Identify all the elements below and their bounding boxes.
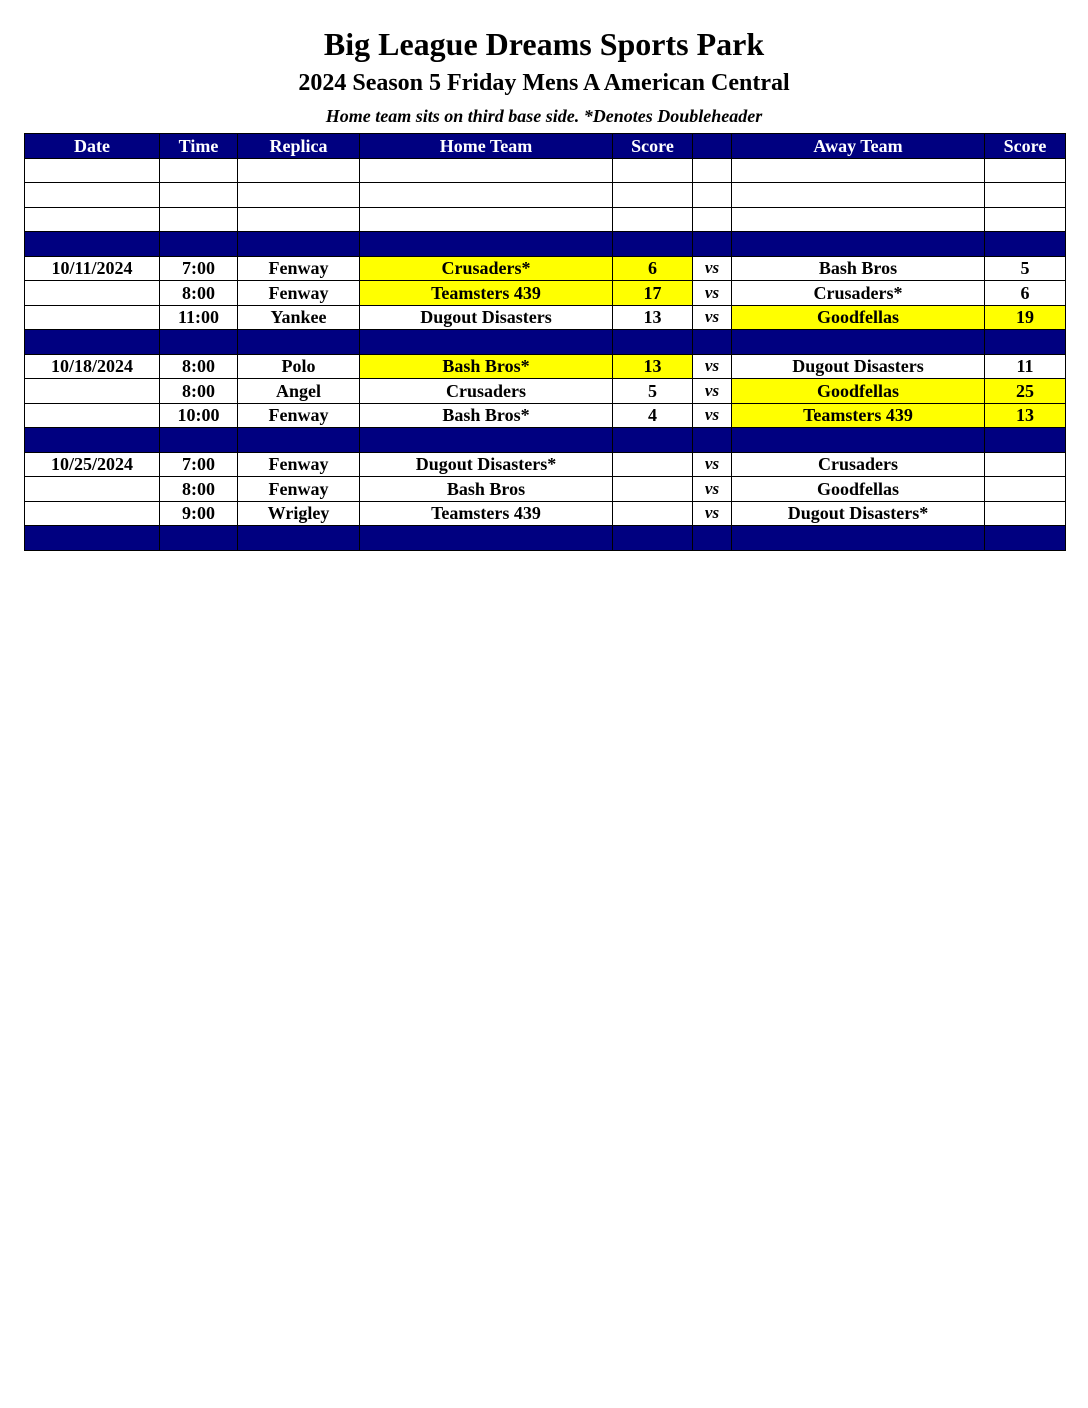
vs-cell: vs bbox=[693, 501, 732, 526]
away-score-cell bbox=[985, 330, 1066, 355]
replica-cell bbox=[238, 428, 360, 453]
home-score-cell: 13 bbox=[613, 305, 693, 330]
col-header-date: Date bbox=[25, 134, 160, 159]
time-cell bbox=[160, 158, 238, 183]
time-cell bbox=[160, 183, 238, 208]
date-cell bbox=[25, 183, 160, 208]
replica-cell: Wrigley bbox=[238, 501, 360, 526]
date-cell: 10/25/2024 bbox=[25, 452, 160, 477]
away-score-cell bbox=[985, 501, 1066, 526]
date-cell bbox=[25, 428, 160, 453]
col-header-away-score: Score bbox=[985, 134, 1066, 159]
home-score-cell bbox=[613, 477, 693, 502]
vs-cell: vs bbox=[693, 477, 732, 502]
away-score-cell bbox=[985, 232, 1066, 257]
replica-cell bbox=[238, 232, 360, 257]
col-header-vs bbox=[693, 134, 732, 159]
home-score-cell: 6 bbox=[613, 256, 693, 281]
home-team-cell bbox=[360, 183, 613, 208]
away-score-cell: 5 bbox=[985, 256, 1066, 281]
time-cell: 9:00 bbox=[160, 501, 238, 526]
vs-cell bbox=[693, 232, 732, 257]
vs-cell: vs bbox=[693, 305, 732, 330]
away-team-cell bbox=[732, 183, 985, 208]
time-cell bbox=[160, 428, 238, 453]
replica-cell: Fenway bbox=[238, 452, 360, 477]
away-score-cell: 25 bbox=[985, 379, 1066, 404]
table-row bbox=[25, 256, 1066, 281]
date-cell bbox=[25, 379, 160, 404]
time-cell bbox=[160, 330, 238, 355]
home-team-cell: Bash Bros* bbox=[360, 403, 613, 428]
home-team-cell: Bash Bros* bbox=[360, 354, 613, 379]
away-score-cell bbox=[985, 452, 1066, 477]
away-team-cell bbox=[732, 526, 985, 551]
home-score-cell bbox=[613, 183, 693, 208]
home-team-cell: Teamsters 439 bbox=[360, 281, 613, 306]
table-row bbox=[25, 452, 1066, 477]
away-team-cell bbox=[732, 330, 985, 355]
away-team-cell bbox=[732, 207, 985, 232]
vs-cell bbox=[693, 183, 732, 208]
away-score-cell: 11 bbox=[985, 354, 1066, 379]
home-score-cell: 13 bbox=[613, 354, 693, 379]
away-score-cell bbox=[985, 526, 1066, 551]
vs-cell bbox=[693, 158, 732, 183]
table-row bbox=[25, 354, 1066, 379]
home-score-cell bbox=[613, 452, 693, 477]
away-team-cell bbox=[732, 158, 985, 183]
away-team-cell: Crusaders* bbox=[732, 281, 985, 306]
replica-cell: Polo bbox=[238, 354, 360, 379]
home-score-cell: 4 bbox=[613, 403, 693, 428]
time-cell: 8:00 bbox=[160, 281, 238, 306]
replica-cell bbox=[238, 158, 360, 183]
home-score-cell bbox=[613, 526, 693, 551]
replica-cell: Fenway bbox=[238, 281, 360, 306]
table-header-row bbox=[25, 134, 1066, 159]
home-team-cell bbox=[360, 232, 613, 257]
away-team-cell bbox=[732, 232, 985, 257]
away-team-cell: Dugout Disasters* bbox=[732, 501, 985, 526]
replica-cell bbox=[238, 526, 360, 551]
separator-row bbox=[25, 232, 1066, 257]
home-team-cell: Teamsters 439 bbox=[360, 501, 613, 526]
replica-cell bbox=[238, 183, 360, 208]
date-cell bbox=[25, 158, 160, 183]
time-cell: 8:00 bbox=[160, 354, 238, 379]
separator-row bbox=[25, 330, 1066, 355]
date-cell bbox=[25, 403, 160, 428]
home-score-cell: 17 bbox=[613, 281, 693, 306]
replica-cell: Yankee bbox=[238, 305, 360, 330]
time-cell: 8:00 bbox=[160, 379, 238, 404]
date-cell bbox=[25, 281, 160, 306]
col-header-home-score: Score bbox=[613, 134, 693, 159]
col-header-away-team: Away Team bbox=[732, 134, 985, 159]
date-cell: 10/11/2024 bbox=[25, 256, 160, 281]
home-team-cell: Crusaders* bbox=[360, 256, 613, 281]
home-team-cell: Dugout Disasters* bbox=[360, 452, 613, 477]
home-team-cell bbox=[360, 158, 613, 183]
table-row bbox=[25, 403, 1066, 428]
home-team-cell: Dugout Disasters bbox=[360, 305, 613, 330]
vs-cell: vs bbox=[693, 403, 732, 428]
vs-cell: vs bbox=[693, 379, 732, 404]
table-row bbox=[25, 379, 1066, 404]
away-team-cell: Goodfellas bbox=[732, 305, 985, 330]
vs-cell bbox=[693, 330, 732, 355]
date-cell: 10/18/2024 bbox=[25, 354, 160, 379]
schedule-body bbox=[25, 158, 1066, 550]
date-cell bbox=[25, 501, 160, 526]
vs-cell bbox=[693, 428, 732, 453]
separator-row bbox=[25, 428, 1066, 453]
away-score-cell: 6 bbox=[985, 281, 1066, 306]
home-team-cell: Crusaders bbox=[360, 379, 613, 404]
replica-cell: Fenway bbox=[238, 477, 360, 502]
home-score-cell: 5 bbox=[613, 379, 693, 404]
blank-row bbox=[25, 158, 1066, 183]
separator-row bbox=[25, 526, 1066, 551]
vs-cell: vs bbox=[693, 256, 732, 281]
away-score-cell bbox=[985, 158, 1066, 183]
date-cell bbox=[25, 330, 160, 355]
home-score-cell bbox=[613, 158, 693, 183]
home-score-cell bbox=[613, 232, 693, 257]
away-team-cell bbox=[732, 428, 985, 453]
date-cell bbox=[25, 232, 160, 257]
away-team-cell: Goodfellas bbox=[732, 379, 985, 404]
time-cell bbox=[160, 526, 238, 551]
away-team-cell: Crusaders bbox=[732, 452, 985, 477]
vs-cell: vs bbox=[693, 281, 732, 306]
replica-cell: Fenway bbox=[238, 403, 360, 428]
home-score-cell bbox=[613, 428, 693, 453]
away-team-cell: Teamsters 439 bbox=[732, 403, 985, 428]
vs-cell bbox=[693, 526, 732, 551]
col-header-time: Time bbox=[160, 134, 238, 159]
schedule-table bbox=[24, 133, 1066, 551]
away-score-cell bbox=[985, 207, 1066, 232]
home-score-cell bbox=[613, 330, 693, 355]
time-cell: 8:00 bbox=[160, 477, 238, 502]
table-row bbox=[25, 501, 1066, 526]
date-cell bbox=[25, 526, 160, 551]
home-team-cell bbox=[360, 526, 613, 551]
home-team-cell: Bash Bros bbox=[360, 477, 613, 502]
away-score-cell bbox=[985, 183, 1066, 208]
home-team-cell bbox=[360, 330, 613, 355]
vs-cell bbox=[693, 207, 732, 232]
away-score-cell: 19 bbox=[985, 305, 1066, 330]
table-row bbox=[25, 305, 1066, 330]
date-cell bbox=[25, 477, 160, 502]
time-cell: 7:00 bbox=[160, 256, 238, 281]
time-cell: 7:00 bbox=[160, 452, 238, 477]
date-cell bbox=[25, 207, 160, 232]
away-team-cell: Dugout Disasters bbox=[732, 354, 985, 379]
time-cell: 11:00 bbox=[160, 305, 238, 330]
replica-cell: Fenway bbox=[238, 256, 360, 281]
page-title: Big League Dreams Sports Park bbox=[323, 26, 765, 62]
time-cell: 10:00 bbox=[160, 403, 238, 428]
home-score-cell bbox=[613, 207, 693, 232]
time-cell bbox=[160, 232, 238, 257]
home-score-cell bbox=[613, 501, 693, 526]
vs-cell: vs bbox=[693, 354, 732, 379]
home-team-cell bbox=[360, 428, 613, 453]
schedule-note: Home team sits on third base side. *Denotes Doubleheader bbox=[325, 106, 763, 126]
away-score-cell bbox=[985, 477, 1066, 502]
away-team-cell: Bash Bros bbox=[732, 256, 985, 281]
replica-cell bbox=[238, 207, 360, 232]
vs-cell: vs bbox=[693, 452, 732, 477]
away-team-cell: Goodfellas bbox=[732, 477, 985, 502]
table-row bbox=[25, 477, 1066, 502]
page-subtitle: 2024 Season 5 Friday Mens A American Central bbox=[298, 70, 790, 96]
blank-row bbox=[25, 207, 1066, 232]
away-score-cell bbox=[985, 428, 1066, 453]
home-team-cell bbox=[360, 207, 613, 232]
col-header-home-team: Home Team bbox=[360, 134, 613, 159]
time-cell bbox=[160, 207, 238, 232]
replica-cell bbox=[238, 330, 360, 355]
away-score-cell: 13 bbox=[985, 403, 1066, 428]
col-header-replica: Replica bbox=[238, 134, 360, 159]
date-cell bbox=[25, 305, 160, 330]
replica-cell: Angel bbox=[238, 379, 360, 404]
table-row bbox=[25, 281, 1066, 306]
blank-row bbox=[25, 183, 1066, 208]
